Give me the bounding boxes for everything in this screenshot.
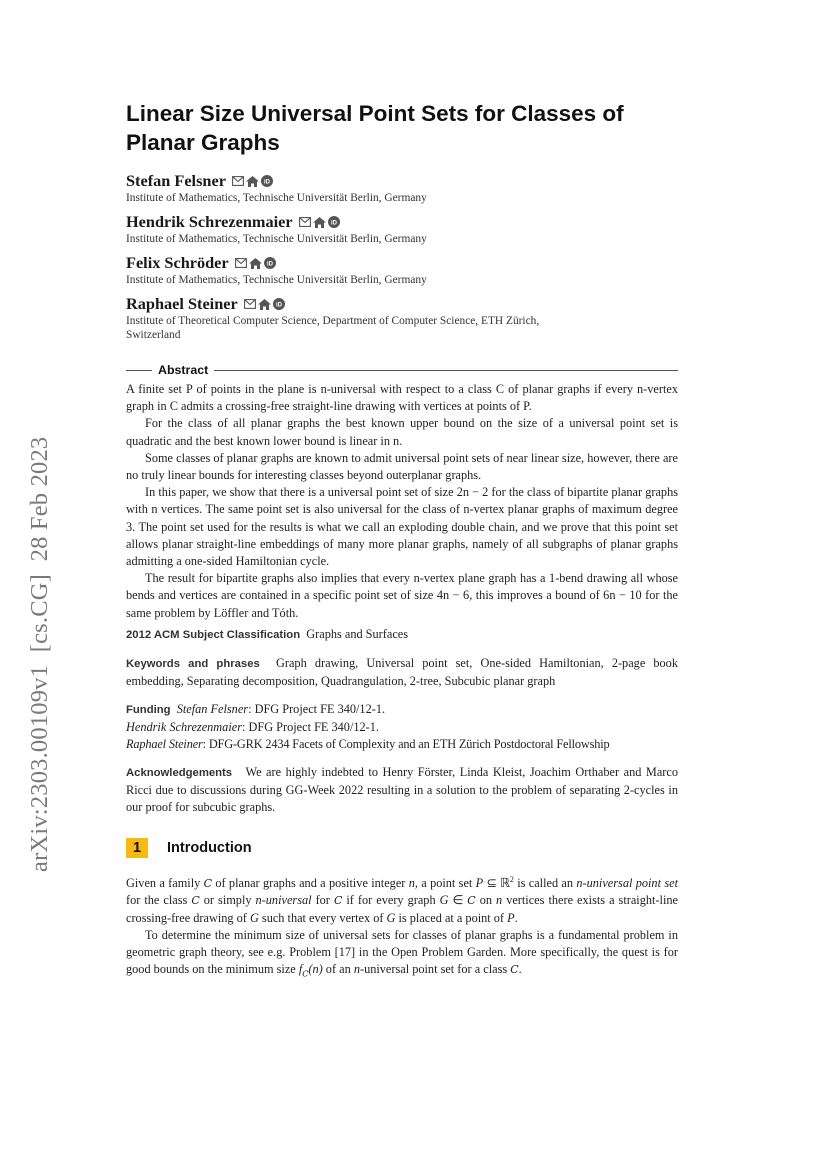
section-heading [126, 838, 252, 858]
svg-text:iD: iD [275, 302, 282, 309]
orcid-icon[interactable] [264, 257, 276, 269]
abstract-paragraph: The result for bipartite graphs also implies that every n-vertex plane graph has a 1-bend drawing all whose bends and vertices are contained in a specific point set of size 4n − 6, this improves a bound of 6n − 10 for the same problem by Löffler and Tóth. [126, 571, 678, 620]
arxiv-category: [cs.CG] [26, 573, 53, 653]
funding-person: Raphael Steiner [126, 737, 203, 752]
author-block [126, 212, 686, 246]
funding-label: Funding [126, 704, 171, 716]
funding-text: : DFG-GRK 2434 Facets of Complexity and an ETH Zürich Postdoctoral Fellowship [202, 737, 610, 752]
funding-person: Stefan Felsner [176, 702, 249, 716]
author-affiliation: Institute of Mathematics, Technische Universität Berlin, Germany [126, 233, 427, 245]
heading-rule [126, 370, 152, 371]
acknowledgements-text: We are highly indebted to Henry Förster, Linda Kleist, Joachim Orthaber and Marco Ricci due to discussions during GG-Week 2022 resulting in a solution to the problem of separating 2-cycles in our proof for subcubic graphs. [126, 765, 678, 815]
author-block [126, 294, 686, 342]
introduction-body [126, 871, 678, 983]
author-affiliation: Institute of Theoretical Computer Science, Department of Computer Science, ETH Zürich, [126, 315, 540, 327]
heading-rule [214, 370, 678, 371]
acm-classification [126, 626, 678, 644]
author-block [126, 171, 686, 205]
abstract-label: Abstract [158, 363, 209, 377]
author-affiliation: Institute of Mathematics, Technische Universität Berlin, Germany [126, 192, 427, 204]
abstract-paragraph: Some classes of planar graphs are known to admit universal point sets of near linear size, however, there are no truly linear bounds for interesting classes beyond outerplanar graphs. [126, 450, 678, 483]
keywords [126, 655, 678, 690]
abstract-paragraph: For the class of all planar graphs the best known upper bound on the size of a universal point set is quadratic and the best known lower bound is linear in n. [126, 416, 678, 448]
author-affiliation: Institute of Mathematics, Technische Universität Berlin, Germany [126, 274, 427, 286]
acm-label: 2012 ACM Subject Classification [126, 629, 301, 641]
svg-text:iD: iD [263, 179, 270, 186]
arxiv-id: arXiv:2303.00109v1 [26, 664, 53, 872]
home-icon[interactable] [249, 258, 262, 269]
title-line-1: Linear Size Universal Point Sets for Classes of [126, 101, 624, 126]
acknowledgements [126, 764, 678, 817]
home-icon[interactable] [246, 176, 259, 187]
funding-text: : DFG Project FE 340/12-1. [248, 702, 386, 716]
abstract-heading [126, 362, 678, 378]
email-icon[interactable] [232, 176, 244, 186]
author-name: Stefan Felsner [126, 171, 226, 190]
svg-text:iD: iD [330, 220, 337, 227]
funding-person: Hendrik Schrezenmaier [126, 720, 242, 735]
author-name: Raphael Steiner [126, 294, 238, 313]
orcid-icon[interactable] [261, 175, 273, 187]
abstract-paragraph: In this paper, we show that there is a universal point set of size 2n − 2 for the class of bipartite planar graphs with n vertices. The same point set is also universal for the class of n-vertex planar graphs of maximum degree 3. The point set used for the results is what we call an exploding double chain, and we prove that this point set allows planar straight-line embeddings of many more planar graphs, namely of all subgraphs of planar graphs admitting a one-sided Hamiltonian cycle. [126, 485, 678, 569]
arxiv-date: 28 Feb 2023 [26, 436, 53, 562]
orcid-icon[interactable] [273, 298, 285, 310]
home-icon[interactable] [258, 299, 271, 310]
orcid-icon[interactable] [328, 216, 340, 228]
keywords-label: Keywords and phrases [126, 658, 260, 670]
abstract-body [126, 381, 678, 622]
abstract-paragraph: A finite set P of points in the plane is n-universal with respect to a class C of planar graphs if every n-vertex graph in C admits a crossing-free straight-line drawing with vertices at points of P. [126, 382, 678, 414]
author-affiliation-country: Switzerland [126, 329, 181, 341]
acm-value: Graphs and Surfaces [306, 627, 409, 641]
svg-text:iD: iD [266, 261, 273, 268]
author-name: Felix Schröder [126, 253, 229, 272]
email-icon[interactable] [244, 299, 256, 309]
funding-text: : DFG Project FE 340/12-1. [242, 720, 379, 735]
funding [126, 701, 678, 754]
home-icon[interactable] [313, 217, 326, 228]
title-line-2: Planar Graphs [126, 130, 280, 155]
keywords-value: Graph drawing, Universal point set, One-sided Hamiltonian, 2-page book embedding, Separating decomposition, Quadrangulation, 2-tree, Subcubic planar graph [126, 656, 678, 689]
paper-title [126, 99, 678, 157]
section-title: Introduction [167, 840, 252, 856]
email-icon[interactable] [235, 258, 247, 268]
acknowledgements-label: Acknowledgements [126, 767, 233, 779]
intro-paragraph: To determine the minimum size of universal sets for classes of planar graphs is a fundamental problem in geometric graph theory, see e.g. Problem [17] in the Open Problem Garden. More specifically, the quest is for good bounds on the minimum size $f_C(n)$ of an n-universal point set for a class C. [126, 927, 678, 979]
author-name: Hendrik Schrezenmaier [126, 212, 293, 231]
author-block [126, 253, 686, 287]
arxiv-identifier-stamp [26, 437, 54, 872]
section-number-badge: 1 [126, 838, 148, 858]
email-icon[interactable] [299, 217, 311, 227]
intro-paragraph: Given a family C of planar graphs and a positive integer n, a point set P ⊆ ℝ$^2$ is called an n-universal point set for the class C or simply n-universal for C if for every graph G ∈ C on n vertices there exists a straight-line crossing-free drawing of G such that every vertex of G is placed at a point of P. [126, 875, 678, 925]
